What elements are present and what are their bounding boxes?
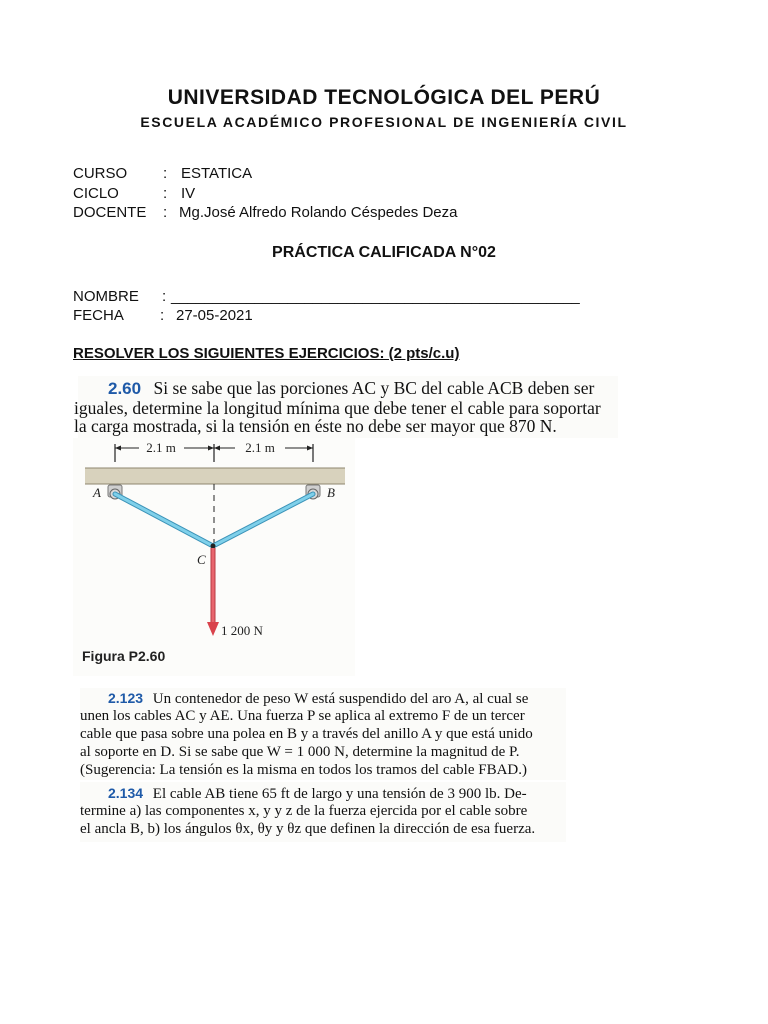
problem-2-123-text1: Un contenedor de peso W está suspendido del aro A, al cual se (152, 691, 529, 707)
cable-bc (213, 494, 313, 546)
problem-2-60-line2: iguales, determine la longitud mínima que debe tener el cable para soportar (74, 398, 601, 418)
dim-arrow-1 (115, 446, 121, 451)
docente-value: Mg.José Alfredo Rolando Céspedes Deza (179, 204, 458, 221)
curso-colon: : (163, 165, 168, 182)
problem-2-123-line5: (Sugerencia: La tensión es la misma en todos los tramos del cable FBAD.) (80, 762, 527, 778)
dim-arrow-3 (214, 446, 220, 451)
nombre-label: NOMBRE (73, 288, 139, 305)
docente-label: DOCENTE (73, 204, 147, 221)
fecha-label: FECHA (73, 307, 124, 324)
dim-arrow-4 (307, 446, 313, 451)
figure-p2-60-drawing (73, 438, 355, 676)
school-subtitle: ESCUELA ACADÉMICO PROFESIONAL DE INGENIERÍA CIVIL (140, 114, 628, 130)
dim-arrow-2 (208, 446, 214, 451)
problem-2-134-number: 2.134 (108, 785, 144, 801)
docente-row (73, 204, 458, 221)
problem-2-134-line1 (80, 785, 527, 803)
problem-2-134-text1: El cable AB tiene 65 ft de largo y una tensión de 3 900 lb. De- (152, 786, 527, 802)
figure-p2-60 (73, 438, 355, 676)
figure-caption: Figura P2.60 (82, 648, 166, 664)
dim-label-right: 2.1 m (245, 440, 275, 455)
docente-colon: : (163, 204, 168, 221)
problem-2-123-line2: unen los cables AC y AE. Una fuerza P se aplica al extremo F de un tercer (80, 708, 525, 724)
dim-label-left: 2.1 m (146, 440, 176, 455)
problem-2-134-line3: el ancla B, b) los ángulos θx, θy y θz que definen la dirección de esa fuerza. (80, 821, 536, 837)
problem-2-60-text1: Si se sabe que las porciones AC y BC del cable ACB deben ser (153, 378, 595, 398)
ciclo-label: CICLO (73, 185, 119, 202)
curso-value: ESTATICA (181, 165, 253, 182)
problem-2-123-number: 2.123 (108, 690, 144, 706)
curso-row (73, 165, 253, 182)
practice-title: PRÁCTICA CALIFICADA N°02 (272, 244, 496, 261)
nombre-row (73, 288, 580, 305)
label-b: B (327, 485, 335, 500)
problem-2-134-line2: termine a) las componentes x, y y z de la fuerza ejercida por el cable sobre (80, 803, 528, 819)
instructions-heading: RESOLVER LOS SIGUIENTES EJERCICIOS: (2 pts/c.u) (73, 345, 460, 362)
label-a: A (93, 485, 101, 500)
problem-2-60-line3: la carga mostrada, si la tensión en éste no debe ser mayor que 870 N. (74, 416, 557, 436)
problem-2-60 (74, 376, 618, 438)
university-title: UNIVERSIDAD TECNOLÓGICA DEL PERÚ (167, 86, 601, 109)
load-label: 1 200 N (221, 623, 263, 638)
problem-2-123 (80, 688, 566, 780)
load-arrow-head (207, 622, 219, 636)
ciclo-value: IV (181, 185, 196, 202)
fecha-value: 27-05-2021 (176, 307, 253, 324)
problem-2-60-line1 (78, 378, 594, 399)
nombre-field[interactable]: _________________________________________________ (171, 288, 580, 305)
cable-ac (115, 494, 213, 546)
ciclo-colon: : (163, 185, 168, 202)
problem-2-123-line1 (80, 690, 528, 708)
nombre-colon: : (162, 288, 167, 305)
problem-2-60-number: 2.60 (108, 379, 142, 398)
problem-2-123-line3: cable que pasa sobre una polea en B y a través del anillo A y que está unido (80, 726, 533, 742)
fecha-colon: : (160, 307, 165, 324)
ceiling-beam (85, 468, 345, 484)
problem-2-123-line4: al soporte en D. Si se sabe que W = 1 000 N, determine la magnitud de P. (80, 744, 520, 760)
joint-c (211, 544, 216, 549)
curso-label: CURSO (73, 165, 128, 182)
problem-2-134 (80, 782, 566, 842)
fecha-row (73, 307, 253, 324)
ciclo-row (73, 185, 196, 202)
label-c: C (197, 552, 206, 567)
